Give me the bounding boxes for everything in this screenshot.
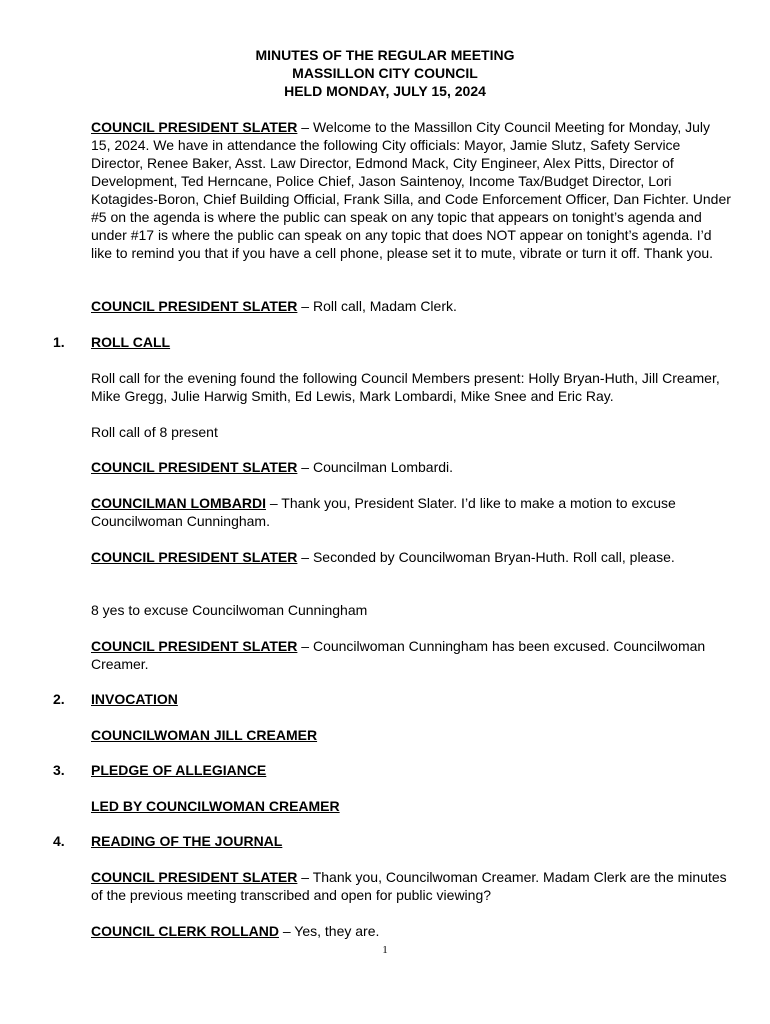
recognize-lombardi-paragraph (91, 458, 731, 476)
speech-text: – Thank you, Councilwoman Creamer. Madam Clerk are the minutes of the previous meeting transcribed and open for public viewing? (91, 869, 727, 903)
invocation-led-by: COUNCILWOMAN JILL CREAMER (91, 727, 318, 743)
roll-call-count-paragraph (91, 423, 731, 441)
section-heading-journal: READING OF THE JOURNAL (91, 833, 283, 849)
title-line-2: MASSILLON CITY COUNCIL (292, 65, 478, 81)
section-heading-roll-call: ROLL CALL (91, 334, 171, 350)
document-title (0, 46, 770, 100)
section-number-1: 1. (53, 334, 65, 350)
clerk-reply-paragraph (91, 922, 731, 940)
speaker-name: COUNCIL PRESIDENT SLATER (91, 298, 298, 314)
journal-question-paragraph (91, 868, 731, 904)
speech-text: – Councilwoman Cunningham has been excused. Councilwoman Creamer. (91, 638, 706, 672)
title-line-3: HELD MONDAY, JULY 15, 2024 (284, 83, 486, 99)
section-number-3: 3. (53, 762, 65, 778)
speaker-name: COUNCIL PRESIDENT SLATER (91, 638, 298, 654)
roll-call-request-paragraph (91, 297, 731, 315)
section-number-2: 2. (53, 691, 65, 707)
speaker-name: COUNCILMAN LOMBARDI (91, 495, 266, 511)
body-text: Roll call for the evening found the following Council Members present: Holly Bryan-Huth, Jill Creamer, Mike Gregg, Julie Harwig Smith, Ed Lewis, Mark Lombardi, Mike Snee and Eric Ray. (91, 370, 720, 404)
speaker-name: COUNCIL PRESIDENT SLATER (91, 119, 298, 135)
motion-paragraph (91, 494, 731, 530)
speech-text: – Yes, they are. (278, 923, 380, 939)
speech-text: – Thank you, President Slater. I’d like to make a motion to excuse Councilwoman Cunningham. (91, 495, 676, 529)
body-text: 8 yes to excuse Councilwoman Cunningham (91, 602, 368, 618)
section-heading-pledge: PLEDGE OF ALLEGIANCE (91, 762, 267, 778)
body-text: Roll call of 8 present (91, 424, 218, 440)
speech-text: – Roll call, Madam Clerk. (297, 298, 457, 314)
roll-call-paragraph (91, 369, 731, 405)
pledge-led-by: LED BY COUNCILWOMAN CREAMER (91, 798, 340, 814)
speech-text: – Welcome to the Massillon City Council Meeting for Monday, July 15, 2024. We have in attendance the following City officials: Mayor, Jamie Slutz, Safety Service Director, Renee Baker, Asst. Law Director, Edmond Mack, City Engineer, Alex Pitts, Director of Development, Ted Herncane, Police Chief, Jason Saintenoy, Income Tax/Budget Director, Lori Kotagides-Boron, Chief Building Official, Frank Silla, and Code Enforcement Officer, Dan Fichter. Under #5 on the agenda is where the public can speak on any topic that appears on tonight’s agenda and under #17 is where the public can speak on any topic that does NOT appear on tonight’s agenda. I’d like to remind you that if you have a cell phone, please set it to mute, vibrate or turn it off. Thank you. (91, 119, 731, 261)
section-heading-invocation: INVOCATION (91, 691, 178, 707)
speaker-name: COUNCIL PRESIDENT SLATER (91, 459, 298, 475)
seconded-paragraph (91, 548, 731, 566)
speaker-name: COUNCIL PRESIDENT SLATER (91, 869, 298, 885)
welcome-paragraph (91, 118, 731, 262)
section-number-4: 4. (53, 833, 65, 849)
speaker-name: COUNCIL PRESIDENT SLATER (91, 549, 298, 565)
speaker-name: COUNCIL CLERK ROLLAND (91, 923, 279, 939)
vote-result-paragraph (91, 601, 731, 619)
page-number: 1 (382, 944, 388, 956)
title-line-1: MINUTES OF THE REGULAR MEETING (255, 47, 515, 63)
speech-text: – Seconded by Councilwoman Bryan-Huth. Roll call, please. (297, 549, 675, 565)
excused-paragraph (91, 637, 731, 673)
speech-text: – Councilman Lombardi. (297, 459, 454, 475)
